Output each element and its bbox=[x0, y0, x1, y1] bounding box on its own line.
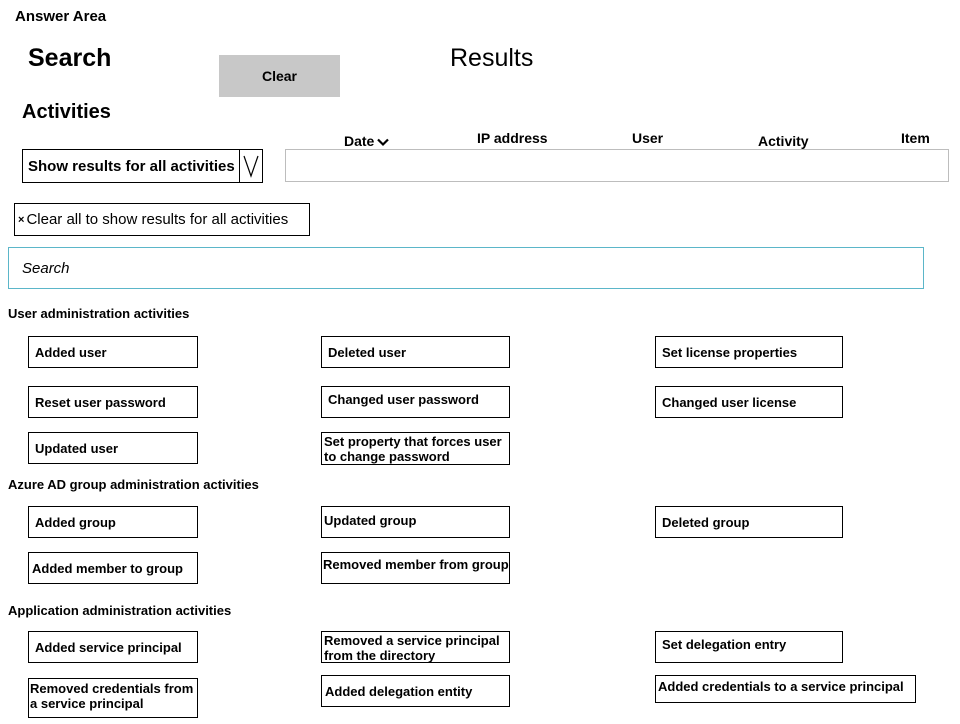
column-user: User bbox=[632, 130, 664, 146]
activity-reset-user-password[interactable]: Reset user password bbox=[28, 386, 198, 418]
section-title-user-administration: User administration activities bbox=[8, 306, 190, 321]
activity-added-credentials[interactable]: Added credentials to a service principal bbox=[655, 675, 916, 703]
section-title-application-administration: Application administration activities bbox=[8, 603, 232, 618]
column-ip-address: IP address bbox=[477, 130, 548, 146]
results-list bbox=[285, 149, 949, 182]
column-date[interactable] bbox=[344, 133, 389, 150]
activities-title: Activities bbox=[22, 101, 111, 123]
activity-added-group[interactable]: Added group bbox=[28, 506, 198, 538]
activity-added-delegation-entity[interactable]: Added delegation entity bbox=[321, 675, 510, 707]
activities-dropdown[interactable] bbox=[22, 149, 263, 183]
activity-deleted-group[interactable]: Deleted group bbox=[655, 506, 843, 538]
clear-button[interactable]: Clear bbox=[219, 55, 340, 97]
activity-set-property-forces-password-change[interactable]: Set property that forces user to change password bbox=[321, 432, 510, 465]
activity-changed-user-password[interactable]: Changed user password bbox=[321, 386, 510, 418]
chevron-down-icon bbox=[377, 134, 389, 150]
search-title: Search bbox=[28, 44, 112, 72]
activity-removed-service-principal[interactable]: Removed a service principal from the directory bbox=[321, 631, 510, 663]
dropdown-arrow-icon[interactable] bbox=[239, 150, 262, 182]
activity-set-license-properties[interactable]: Set license properties bbox=[655, 336, 843, 368]
results-title: Results bbox=[450, 44, 534, 72]
column-date-label: Date bbox=[344, 133, 375, 149]
answer-area-label: Answer Area bbox=[15, 8, 107, 25]
activity-updated-user[interactable]: Updated user bbox=[28, 432, 198, 464]
column-item: Item bbox=[901, 130, 930, 146]
activity-added-service-principal[interactable]: Added service principal bbox=[28, 631, 198, 663]
column-activity: Activity bbox=[758, 133, 809, 149]
clear-all-button[interactable] bbox=[14, 203, 310, 236]
activity-changed-user-license[interactable]: Changed user license bbox=[655, 386, 843, 418]
search-input[interactable] bbox=[8, 247, 924, 289]
activity-updated-group[interactable]: Updated group bbox=[321, 506, 510, 538]
activity-deleted-user[interactable]: Deleted user bbox=[321, 336, 510, 368]
activity-set-delegation-entry[interactable]: Set delegation entry bbox=[655, 631, 843, 663]
activities-dropdown-value: Show results for all activities bbox=[28, 157, 235, 175]
activity-added-member-to-group[interactable]: Added member to group bbox=[28, 552, 198, 584]
activity-removed-credentials[interactable]: Removed credentials from a service principal bbox=[28, 678, 198, 718]
close-icon: × bbox=[18, 213, 25, 226]
section-title-group-administration: Azure AD group administration activities bbox=[8, 477, 259, 492]
clear-all-label: Clear all to show results for all activities bbox=[26, 211, 289, 228]
activity-removed-member-from-group[interactable]: Removed member from group bbox=[321, 552, 510, 584]
activity-added-user[interactable]: Added user bbox=[28, 336, 198, 368]
